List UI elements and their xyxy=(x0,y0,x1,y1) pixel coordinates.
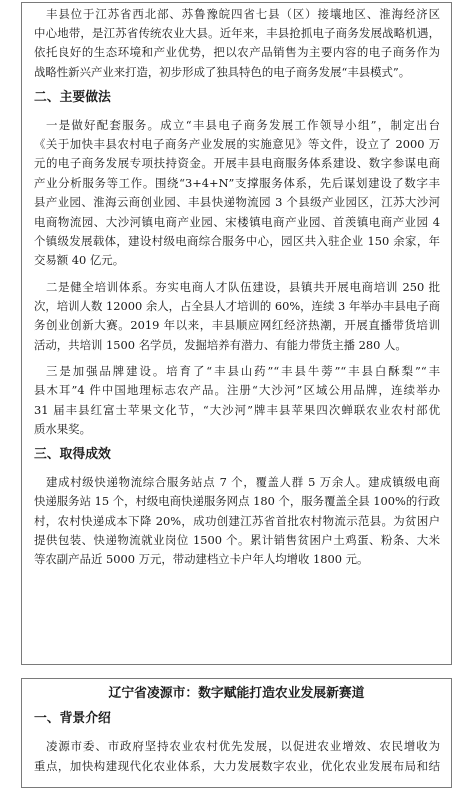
paragraph-line: 产业分析服务等工作。围绕“3+4+N”支撑服务体系，先后谋划建设了数字丰 xyxy=(34,176,440,190)
paragraph-line: 中心地带，是江苏省传统农业大县。近年来，丰县抢抓电子商务发展战略机遇， xyxy=(34,26,440,40)
paragraph-line: 三是加强品牌建设。培育了“丰县山药”“丰县牛蒡”“丰县白酥梨”“丰 xyxy=(46,364,440,378)
paragraph-line: 二是健全培训体系。夯实电商人才队伍建设，县镇共开展电商培训 250 批 xyxy=(46,280,440,294)
paragraph-line: 务创业创新大赛。2019 年以来，丰县顺应网红经济热潮，开展直播带货培训 xyxy=(34,318,440,332)
section-heading: 一、背景介绍 xyxy=(34,711,111,726)
paragraph-line: 活动，共培训 1500 名学员，发掘培养有潜力、有能力带货主播 280 人。 xyxy=(34,338,407,352)
paragraph-line: 建成村级快递物流综合服务站点 7 个，覆盖人群 5 万余人。建成镇级电商 xyxy=(46,475,440,489)
paragraph-line: 电商物流园、大沙河镇电商产业园、宋楼镇电商产业园、首羡镇电商产业园 4 xyxy=(34,215,440,229)
paragraph-line: 凌源市委、市政府坚持农业农村优先发展，以促进农业增效、农民增收为 xyxy=(46,739,440,753)
paragraph-line: 元的电子商务发展专项扶持资金。开展丰县电商服务体系建设、数字参谋电商 xyxy=(34,156,440,170)
paragraph-line: 次，培训人数 12000 余人，占全县人才培训的 60%，连续 3 年举办丰县电子商 xyxy=(34,299,440,313)
paragraph-line: 交易额 40 亿元。 xyxy=(34,253,125,267)
section-heading: 三、取得成效 xyxy=(34,447,111,462)
article-card-fengxian xyxy=(21,2,452,665)
paragraph-line: 等农副产品近 5000 万元，带动建档立卡户年人均增收 1800 元。 xyxy=(34,552,369,566)
article-title: 辽宁省凌源市：数字赋能打造农业发展新赛道 xyxy=(108,686,365,701)
paragraph-line: 重点，加快构建现代化农业体系，大力发展数字农业，优化农业发展布局和结 xyxy=(34,759,440,773)
paragraph-line: 个镇级发展载体，建设村级电商综合服务中心，园区共入驻企业 150 余家，年 xyxy=(34,234,440,248)
paragraph-line: 战略性新兴产业来打造，初步形成了独具特色的电子商务发展“丰县模式”。 xyxy=(34,65,411,79)
section-heading: 二、主要做法 xyxy=(34,90,111,105)
paragraph-line: 丰县位于江苏省西北部、苏鲁豫皖四省七县（区）接壤地区、淮海经济区 xyxy=(46,7,440,21)
paragraph-line: 村，农村快递成本下降 20%，成功创建江苏省首批农村物流示范县。为贫困户 xyxy=(34,514,440,528)
paragraph-line: 一是做好配套服务。成立“丰县电子商务发展工作领导小组”，制定出台 xyxy=(46,118,440,132)
paragraph-line: 县产业园、淮海云商创业园、丰县快递物流园 3 个县级产业园区，江苏大沙河 xyxy=(34,195,440,209)
paragraph-line: 县木耳”4 件中国地理标志农产品。注册“大沙河”区域公用品牌，连续举办 xyxy=(34,383,440,397)
paragraph-line: 依托良好的生态环境和产业优势，把以农产品销售为主要内容的电子商务作为 xyxy=(34,45,440,59)
paragraph-line: 快递服务站 15 个，村级电商快递服务网点 180 个，服务覆盖全县 100%的行政 xyxy=(34,494,440,508)
paragraph-line: 提供包装、快递物流就业岗位 1500 个。累计销售贫困户土鸡蛋、粉条、大米 xyxy=(34,533,440,547)
article-card-lingyuan xyxy=(21,678,452,788)
paragraph-line: 31 届丰县红富士苹果文化节，“大沙河”牌丰县苹果四次蝉联农业农村部优 xyxy=(34,403,440,417)
paragraph-line: 《关于加快丰县农村电子商务产业发展的实施意见》等文件，设立了 2000 万 xyxy=(34,137,440,151)
paragraph-line: 质水果奖。 xyxy=(34,422,91,436)
